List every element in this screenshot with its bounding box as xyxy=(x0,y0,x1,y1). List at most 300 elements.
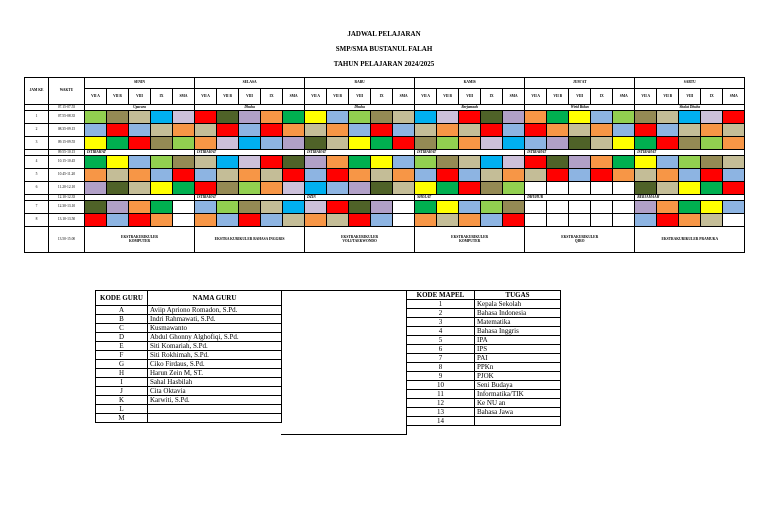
schedule-cell xyxy=(723,156,745,169)
schedule-cell xyxy=(239,111,261,124)
schedule-cell xyxy=(613,137,635,150)
class-header: SMA xyxy=(283,89,305,105)
schedule-cell xyxy=(547,124,569,137)
schedule-cell xyxy=(701,214,723,227)
schedule-cell xyxy=(173,156,195,169)
time-cell: 13.10-13.50 xyxy=(49,214,85,227)
subject-legend xyxy=(406,290,561,426)
schedule-cell xyxy=(305,111,327,124)
class-header: VIII xyxy=(569,89,591,105)
teacher-name: Siti Rokhimah, S.Pd. xyxy=(148,351,282,360)
subject-task: PJOK xyxy=(475,372,561,381)
schedule-cell xyxy=(569,111,591,124)
teacher-code: K xyxy=(96,396,148,405)
teacher-code: D xyxy=(96,333,148,342)
schedule-cell xyxy=(415,137,437,150)
time-cell: 10.15-10.45 xyxy=(49,156,85,169)
schedule-cell xyxy=(591,169,613,182)
class-header: IX xyxy=(261,89,283,105)
schedule-cell xyxy=(481,111,503,124)
schedule-cell xyxy=(503,124,525,137)
legend-spacer xyxy=(281,290,407,435)
teacher-name: Harun Zein M, ST. xyxy=(148,369,282,378)
break-label: DHUHUR xyxy=(525,195,635,201)
schedule-cell xyxy=(107,156,129,169)
schedule-cell xyxy=(349,182,371,195)
schedule-cell xyxy=(151,111,173,124)
class-header: VII B xyxy=(217,89,239,105)
schedule-cell xyxy=(371,214,393,227)
schedule-cell xyxy=(657,169,679,182)
schedule-cell xyxy=(679,156,701,169)
schedule-cell xyxy=(151,137,173,150)
schedule-cell xyxy=(459,201,481,214)
subject-task: Bahasa Jawa xyxy=(475,408,561,417)
subject-code: 3 xyxy=(407,318,475,327)
class-header: VII B xyxy=(657,89,679,105)
schedule-cell xyxy=(525,169,547,182)
schedule-cell xyxy=(481,182,503,195)
jam-cell: 2 xyxy=(25,124,49,137)
schedule-cell xyxy=(635,182,657,195)
schedule-cell xyxy=(327,124,349,137)
schedule-cell xyxy=(657,111,679,124)
schedule-cell xyxy=(261,156,283,169)
subject-code: 12 xyxy=(407,399,475,408)
schedule-cell xyxy=(349,111,371,124)
schedule-cell xyxy=(547,214,569,227)
schedule-cell xyxy=(217,169,239,182)
schedule-cell xyxy=(261,214,283,227)
schedule-cell xyxy=(195,214,217,227)
jam-cell: 7 xyxy=(25,201,49,214)
schedule-cell xyxy=(547,156,569,169)
schedule-cell xyxy=(393,156,415,169)
extracurricular-title: EKSTRAKURIKULER xyxy=(121,234,158,239)
day-header: JUM'AT xyxy=(525,78,635,89)
schedule-cell xyxy=(569,201,591,214)
day-note: Berjamaah xyxy=(415,105,525,111)
schedule-cell xyxy=(547,182,569,195)
schedule-cell xyxy=(635,124,657,137)
schedule-cell xyxy=(723,201,745,214)
schedule-cell xyxy=(151,124,173,137)
schedule-cell xyxy=(173,214,195,227)
time-cell: 10.45-11.20 xyxy=(49,169,85,182)
schedule-cell xyxy=(459,169,481,182)
schedule-cell xyxy=(305,124,327,137)
teacher-name: Cita Oktavia xyxy=(148,387,282,396)
schedule-cell xyxy=(85,169,107,182)
schedule-cell xyxy=(437,156,459,169)
schedule-cell xyxy=(173,124,195,137)
subject-code: 5 xyxy=(407,336,475,345)
schedule-cell xyxy=(261,124,283,137)
schedule-cell xyxy=(459,137,481,150)
schedule-cell xyxy=(459,156,481,169)
schedule-cell xyxy=(679,137,701,150)
schedule-cell xyxy=(129,124,151,137)
schedule-cell xyxy=(261,137,283,150)
schedule-cell xyxy=(239,182,261,195)
time-cell: 08.35-09.15 xyxy=(49,124,85,137)
schedule-cell xyxy=(701,156,723,169)
class-header: VIII xyxy=(459,89,481,105)
subject-task: Informatika/TIK xyxy=(475,390,561,399)
subject-task: Kepala Sekolah xyxy=(475,300,561,309)
schedule-cell xyxy=(569,169,591,182)
schedule-cell xyxy=(525,214,547,227)
subject-code: 13 xyxy=(407,408,475,417)
extracurricular-sub: KOMPUTER xyxy=(128,238,151,243)
schedule-cell xyxy=(261,201,283,214)
schedule-cell xyxy=(371,201,393,214)
break-label: BERJAMAAH xyxy=(635,195,745,201)
schedule-cell xyxy=(547,137,569,150)
schedule-cell xyxy=(503,214,525,227)
teacher-code: A xyxy=(96,306,148,315)
schedule-cell xyxy=(613,124,635,137)
schedule-cell xyxy=(349,137,371,150)
schedule-cell xyxy=(107,182,129,195)
schedule-cell xyxy=(613,201,635,214)
title-line-3: TAHUN PELAJARAN 2024/2025 xyxy=(333,60,435,68)
schedule-cell xyxy=(657,156,679,169)
class-header: SMA xyxy=(613,89,635,105)
schedule-cell xyxy=(107,214,129,227)
schedule-cell xyxy=(437,169,459,182)
subject-code: 7 xyxy=(407,354,475,363)
schedule-cell xyxy=(723,182,745,195)
day-header: SENIN xyxy=(85,78,195,89)
extracurricular-cell xyxy=(415,227,525,253)
subject-task: Matematika xyxy=(475,318,561,327)
schedule-cell xyxy=(305,182,327,195)
subject-task: Bahasa Inggris xyxy=(475,327,561,336)
break-label: ISTIRAHAT xyxy=(305,150,415,156)
schedule-cell xyxy=(129,214,151,227)
schedule-cell xyxy=(129,169,151,182)
schedule-cell xyxy=(129,137,151,150)
subject-task: IPS xyxy=(475,345,561,354)
schedule-cell xyxy=(107,201,129,214)
schedule-cell xyxy=(591,214,613,227)
schedule-cell xyxy=(525,137,547,150)
schedule-cell xyxy=(657,214,679,227)
schedule-cell xyxy=(437,182,459,195)
class-header: VII A xyxy=(195,89,217,105)
schedule-cell xyxy=(327,214,349,227)
schedule-cell xyxy=(613,182,635,195)
class-header: VII A xyxy=(525,89,547,105)
class-header: IX xyxy=(701,89,723,105)
extracurricular-title: EKSTRAKURIKULER xyxy=(561,234,599,239)
schedule-cell xyxy=(613,214,635,227)
schedule-cell xyxy=(415,201,437,214)
teacher-legend xyxy=(95,290,282,423)
schedule-cell xyxy=(173,201,195,214)
schedule-cell xyxy=(679,201,701,214)
schedule-cell xyxy=(437,201,459,214)
schedule-cell xyxy=(371,137,393,150)
extracurricular-cell xyxy=(305,227,415,253)
schedule-cell xyxy=(239,169,261,182)
time-cell: 09.55-10.15 xyxy=(49,150,85,156)
schedule-cell xyxy=(613,111,635,124)
schedule-cell xyxy=(701,182,723,195)
schedule-cell xyxy=(85,111,107,124)
extracurricular-title: EKSTRAKURIKULER xyxy=(451,234,489,239)
day-header: SABTU xyxy=(635,78,745,89)
schedule-cell xyxy=(525,111,547,124)
teacher-code: E xyxy=(96,342,148,351)
schedule-cell xyxy=(547,169,569,182)
schedule-cell xyxy=(437,124,459,137)
schedule-cell xyxy=(85,137,107,150)
schedule-cell xyxy=(283,201,305,214)
schedule-cell xyxy=(393,124,415,137)
schedule-cell xyxy=(217,124,239,137)
schedule-cell xyxy=(503,201,525,214)
class-header: VIII xyxy=(349,89,371,105)
teacher-name: Kusmawanto xyxy=(148,324,282,333)
schedule-cell xyxy=(679,214,701,227)
teacher-name-header: NAMA GURU xyxy=(148,291,282,306)
schedule-cell xyxy=(657,201,679,214)
class-header: IX xyxy=(481,89,503,105)
schedule-table xyxy=(24,77,745,253)
schedule-cell xyxy=(701,169,723,182)
class-header: VII A xyxy=(85,89,107,105)
schedule-cell xyxy=(679,169,701,182)
schedule-cell xyxy=(503,182,525,195)
schedule-cell xyxy=(701,137,723,150)
day-header: SELASA xyxy=(195,78,305,89)
schedule-cell xyxy=(195,201,217,214)
teacher-code: L xyxy=(96,405,148,414)
jam-cell xyxy=(25,227,49,253)
schedule-cell xyxy=(371,124,393,137)
schedule-cell xyxy=(195,182,217,195)
schedule-cell xyxy=(85,214,107,227)
schedule-cell xyxy=(679,124,701,137)
schedule-cell xyxy=(591,111,613,124)
schedule-cell xyxy=(459,124,481,137)
class-header: VIII xyxy=(679,89,701,105)
class-header: VII B xyxy=(547,89,569,105)
schedule-cell xyxy=(239,214,261,227)
waktu-header: WAKTU xyxy=(49,78,85,105)
schedule-cell xyxy=(701,124,723,137)
schedule-cell xyxy=(217,201,239,214)
schedule-cell xyxy=(657,182,679,195)
extracurricular-title: EKSTRAKURIKULER xyxy=(341,234,379,239)
break-label: SHOLAT xyxy=(415,195,525,201)
teacher-name xyxy=(148,414,282,423)
schedule-cell xyxy=(217,111,239,124)
schedule-cell xyxy=(217,214,239,227)
schedule-cell xyxy=(635,137,657,150)
title-line-2: SMP/SMA BUSTANUL FALAH xyxy=(335,45,433,53)
schedule-cell xyxy=(107,124,129,137)
subject-task-header: TUGAS xyxy=(475,291,561,300)
teacher-name: Sahal Hasbilah xyxy=(148,378,282,387)
schedule-cell xyxy=(327,201,349,214)
schedule-cell xyxy=(349,124,371,137)
schedule-cell xyxy=(173,182,195,195)
teacher-code: C xyxy=(96,324,148,333)
schedule-cell xyxy=(415,214,437,227)
schedule-cell xyxy=(349,214,371,227)
schedule-cell xyxy=(261,111,283,124)
day-note: Shalat Dhuha xyxy=(635,105,745,111)
schedule-cell xyxy=(481,214,503,227)
schedule-cell xyxy=(679,111,701,124)
schedule-cell xyxy=(415,124,437,137)
schedule-cell xyxy=(723,124,745,137)
schedule-cell xyxy=(283,169,305,182)
schedule-cell xyxy=(217,182,239,195)
break-label: ISTIRAHAT xyxy=(415,150,525,156)
teacher-name: Abdul Ghonny Alghofiqi, S.Pd. xyxy=(148,333,282,342)
subject-task: PAI xyxy=(475,354,561,363)
schedule-cell xyxy=(129,182,151,195)
schedule-cell xyxy=(283,137,305,150)
schedule-cell xyxy=(173,137,195,150)
teacher-code: G xyxy=(96,360,148,369)
schedule-cell xyxy=(591,124,613,137)
day-note: Dhuha xyxy=(305,105,415,111)
schedule-cell xyxy=(415,182,437,195)
jam-cell: 8 xyxy=(25,214,49,227)
day-header: KAMIS xyxy=(415,78,525,89)
schedule-cell xyxy=(305,137,327,150)
schedule-cell xyxy=(107,137,129,150)
subject-code: 2 xyxy=(407,309,475,318)
schedule-cell xyxy=(569,137,591,150)
schedule-cell xyxy=(613,156,635,169)
schedule-cell xyxy=(569,124,591,137)
teacher-name xyxy=(148,405,282,414)
schedule-cell xyxy=(393,201,415,214)
schedule-cell xyxy=(305,156,327,169)
class-header: VIII xyxy=(239,89,261,105)
schedule-cell xyxy=(107,169,129,182)
schedule-cell xyxy=(701,111,723,124)
schedule-cell xyxy=(723,137,745,150)
teacher-name: Ciko Firdaus, S.Pd. xyxy=(148,360,282,369)
day-header: RABU xyxy=(305,78,415,89)
teacher-code: H xyxy=(96,369,148,378)
subject-code-header: KODE MAPEL xyxy=(407,291,475,300)
schedule-cell xyxy=(437,137,459,150)
schedule-cell xyxy=(85,124,107,137)
schedule-cell xyxy=(723,111,745,124)
schedule-cell xyxy=(525,201,547,214)
subject-task: Seni Budaya xyxy=(475,381,561,390)
break-label: ISTIRAHAT xyxy=(195,150,305,156)
class-header: VII A xyxy=(415,89,437,105)
time-cell: 12.10-12.35 xyxy=(49,195,85,201)
schedule-cell xyxy=(349,156,371,169)
class-header: VII A xyxy=(635,89,657,105)
schedule-cell xyxy=(591,156,613,169)
class-header: SMA xyxy=(393,89,415,105)
schedule-cell xyxy=(283,124,305,137)
schedule-cell xyxy=(679,182,701,195)
time-cell: 11.20-12.10 xyxy=(49,182,85,195)
jam-ke-header: JAM KE xyxy=(25,78,49,105)
jam-cell: 4 xyxy=(25,156,49,169)
teacher-code: B xyxy=(96,315,148,324)
teacher-name: Karwiti, S.Pd. xyxy=(148,396,282,405)
class-header: VIII xyxy=(129,89,151,105)
schedule-cell xyxy=(525,124,547,137)
time-cell: 09.15-09.55 xyxy=(49,137,85,150)
schedule-cell xyxy=(591,137,613,150)
schedule-cell xyxy=(481,169,503,182)
schedule-cell xyxy=(85,201,107,214)
schedule-cell xyxy=(305,169,327,182)
schedule-cell xyxy=(129,111,151,124)
schedule-cell xyxy=(349,201,371,214)
subject-code: 4 xyxy=(407,327,475,336)
time-cell: 07.55-08.35 xyxy=(49,111,85,124)
extracurricular-sub: VOLI/TAEKWONDO xyxy=(342,238,377,243)
schedule-cell xyxy=(437,214,459,227)
subject-task: IPA xyxy=(475,336,561,345)
schedule-cell xyxy=(349,169,371,182)
schedule-cell xyxy=(217,137,239,150)
schedule-cell xyxy=(371,111,393,124)
schedule-cell xyxy=(723,214,745,227)
schedule-cell xyxy=(635,201,657,214)
schedule-cell xyxy=(195,111,217,124)
schedule-cell xyxy=(239,156,261,169)
extracurricular-sub: KOMPUTER xyxy=(459,238,481,243)
schedule-cell xyxy=(547,201,569,214)
schedule-cell xyxy=(481,137,503,150)
schedule-cell xyxy=(459,111,481,124)
schedule-cell xyxy=(85,182,107,195)
break-label: ISTIRAHAT xyxy=(525,150,635,156)
schedule-cell xyxy=(657,137,679,150)
schedule-cell xyxy=(481,124,503,137)
subject-code: 9 xyxy=(407,372,475,381)
schedule-cell xyxy=(437,111,459,124)
schedule-cell xyxy=(503,169,525,182)
schedule-cell xyxy=(393,214,415,227)
break-label: ISTIRAHAT xyxy=(85,150,195,156)
subject-task: PPKn xyxy=(475,363,561,372)
schedule-cell xyxy=(503,137,525,150)
extracurricular-cell xyxy=(525,227,635,253)
schedule-cell xyxy=(151,156,173,169)
schedule-cell xyxy=(305,201,327,214)
schedule-cell xyxy=(547,111,569,124)
extracurricular-cell xyxy=(85,227,195,253)
time-cell: 12.30-13.10 xyxy=(49,201,85,214)
schedule-cell xyxy=(701,201,723,214)
schedule-cell xyxy=(415,111,437,124)
schedule-cell xyxy=(613,169,635,182)
teacher-code-header: KODE GURU xyxy=(96,291,148,306)
subject-code: 6 xyxy=(407,345,475,354)
class-header: VII B xyxy=(327,89,349,105)
subject-task: Bahasa Indonesia xyxy=(475,309,561,318)
schedule-cell xyxy=(525,182,547,195)
schedule-cell xyxy=(283,156,305,169)
